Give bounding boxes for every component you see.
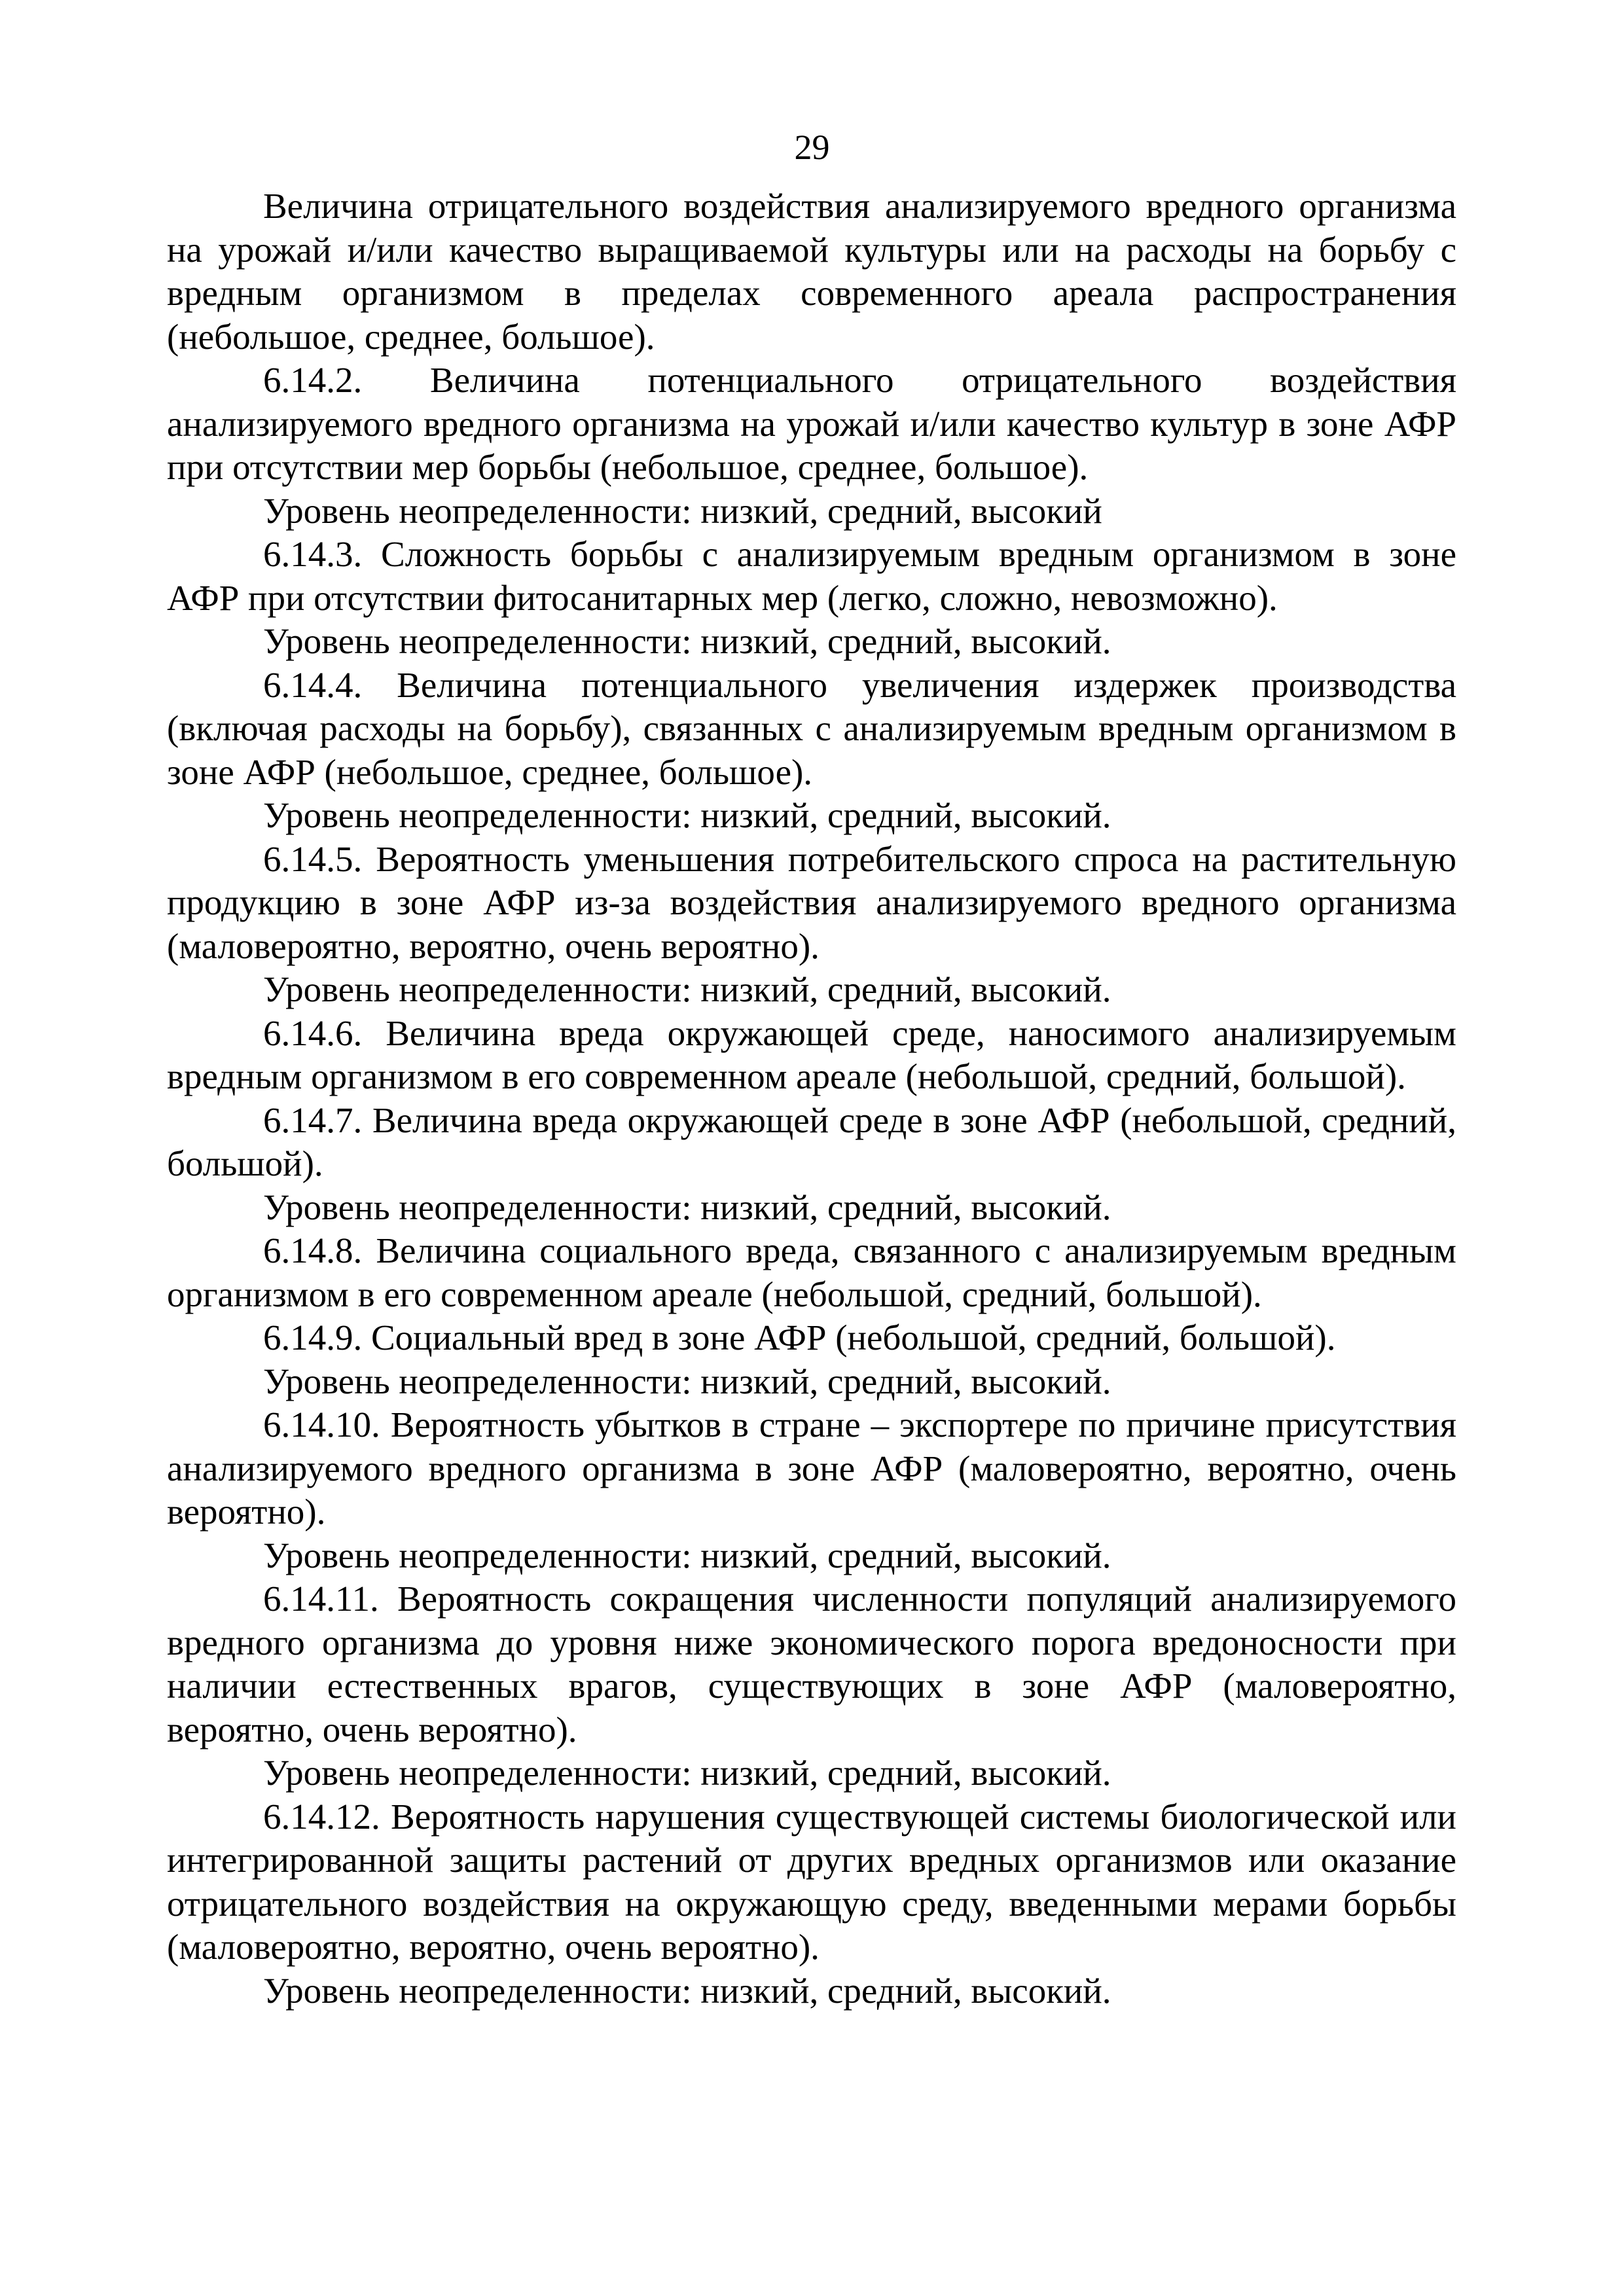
paragraph-6-14-11: 6.14.11. Вероятность сокращения численности популяций анализируемого вредного организма до уровня ниже экономического порога вредоносности при наличии естественных врагов, существующих в зоне АФР (маловероятно, вероятно, очень вероятно). — [167, 1579, 1456, 1749]
uncertainty-level-6-14-10: Уровень неопределенности: низкий, средний, высокий. — [263, 1535, 1111, 1575]
paragraph-6-14-4: 6.14.4. Величина потенциального увеличения издержек производства (включая расходы на борьбу), связанных с анализируемым вредным организмом в зоне АФР (небольшое, среднее, большое). — [167, 664, 1456, 792]
paragraph-6-14-5: 6.14.5. Вероятность уменьшения потребительского спроса на растительную продукцию в зоне АФР из-за воздействия анализируемого вредного организма (маловероятно, вероятно, очень вероятно). — [167, 838, 1456, 966]
uncertainty-level-6-14-3: Уровень неопределенности: низкий, средний, высокий. — [263, 621, 1111, 661]
uncertainty-level-6-14-12: Уровень неопределенности: низкий, средний, высокий. — [263, 1970, 1111, 2011]
page-number: 29 — [794, 128, 830, 167]
document-body — [167, 185, 1456, 2013]
paragraph-6-14-7: 6.14.7. Величина вреда окружающей среде в зоне АФР (небольшой, средний, большой). — [167, 1100, 1456, 1183]
uncertainty-level-6-14-5: Уровень неопределенности: низкий, средний, высокий. — [263, 969, 1111, 1009]
uncertainty-level-6-14-11: Уровень неопределенности: низкий, средний, высокий. — [263, 1753, 1111, 1793]
uncertainty-level-6-14-2: Уровень неопределенности: низкий, средний, высокий — [263, 490, 1102, 531]
paragraph-6-14-6: 6.14.6. Величина вреда окружающей среде, наносимого анализируемым вредным организмом в его современном ареале (небольшой, средний, большой). — [167, 1013, 1456, 1096]
paragraph-6-14-10: 6.14.10. Вероятность убытков в стране – экспортере по причине присутствия анализируемого вредного организма в зоне АФР (маловероятно, вероятно, очень вероятно). — [167, 1405, 1456, 1532]
paragraph-6-14-3: 6.14.3. Сложность борьбы с анализируемым вредным организмом в зоне АФР при отсутствии фитосанитарных мер (легко, сложно, невозможно). — [167, 534, 1456, 618]
paragraph-6-14-2: 6.14.2. Величина потенциального отрицательного воздействия анализируемого вредного организма на урожай и/или качество культур в зоне АФР при отсутствии мер борьбы (небольшое, среднее, большое). — [167, 360, 1456, 487]
paragraph-impact-current-range: Величина отрицательного воздействия анализируемого вредного организма на урожай и/или качество выращиваемой культуры или на расходы на борьбу с вредным организмом в пределах современного ареала распространения (небольшое, среднее, большое). — [167, 186, 1456, 357]
paragraph-6-14-9: 6.14.9. Социальный вред в зоне АФР (небольшой, средний, большой). — [263, 1318, 1336, 1357]
paragraph-6-14-8: 6.14.8. Величина социального вреда, связанного с анализируемым вредным организмом в его современном ареале (небольшой, средний, большой). — [167, 1230, 1456, 1314]
uncertainty-level-6-14-9: Уровень неопределенности: низкий, средний, высокий. — [263, 1361, 1111, 1401]
uncertainty-level-6-14-7: Уровень неопределенности: низкий, средний, высокий. — [263, 1187, 1111, 1227]
uncertainty-level-6-14-4: Уровень неопределенности: низкий, средний, высокий. — [263, 795, 1111, 835]
paragraph-6-14-12: 6.14.12. Вероятность нарушения существующей системы биологической или интегрированной защиты растений от других вредных организмов или оказание отрицательного воздействия на окружающую среду, введенными мерами борьбы (маловероятно, вероятно, очень вероятно). — [167, 1796, 1456, 1967]
